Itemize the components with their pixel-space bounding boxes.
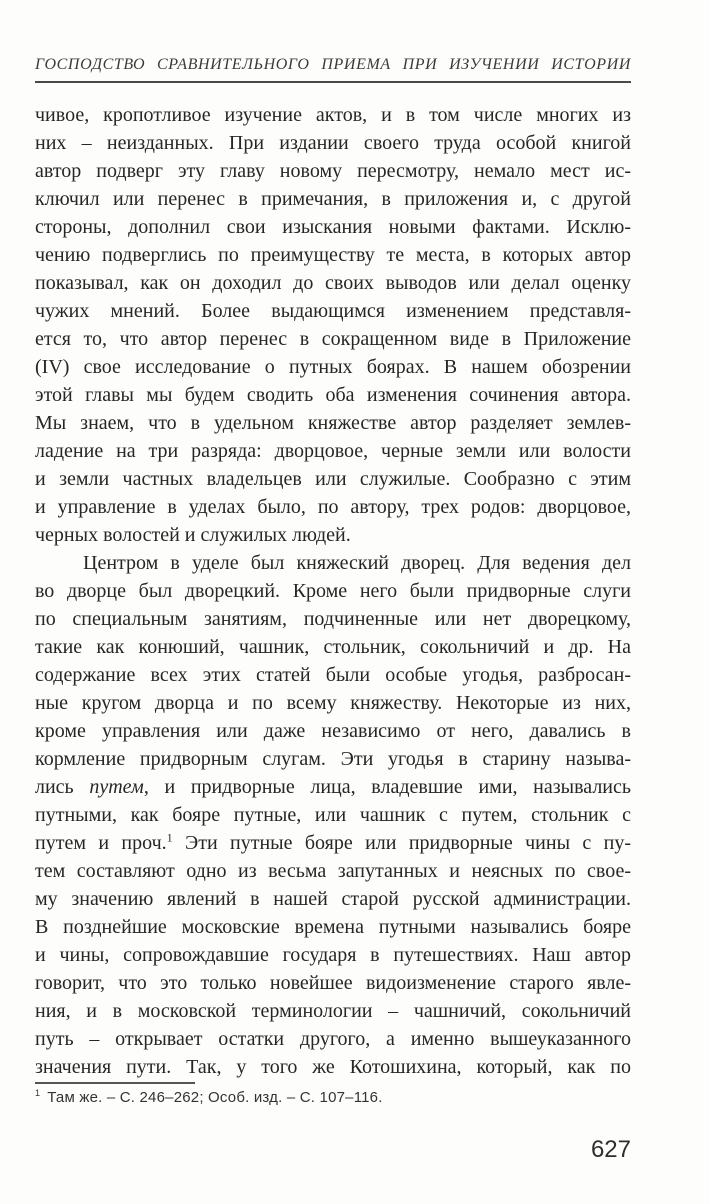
text-line: стороны, дополнил свои изыскания новыми фактами. Исклю- [35,216,631,238]
text-line: и земли частных владельцев или служилые. Сообразно с этим [35,468,631,490]
text-line: лись путем, и придворные лица, владевшие ими, назывались [35,776,631,798]
text-line: (IV) свое исследование о путных боярах. В нашем обозрении [35,356,631,378]
text-line: них – неизданных. При издании своего труда особой книгой [35,132,631,154]
text-line: значения пути. Так, у того же Котошихина, который, как по [35,1056,631,1078]
footnote-rule [35,1082,195,1084]
text-line: путными, как бояре путные, или чашник с путем, стольник с [35,804,631,826]
text-line: ные кругом дворца и по всему княжеству. Некоторые из них, [35,692,631,714]
text-line: чужих мнений. Более выдающимся изменением представля- [35,300,631,322]
running-head: ГОСПОДСТВО СРАВНИТЕЛЬНОГО ПРИЕМА ПРИ ИЗУЧЕНИИ ИСТОРИИ [35,56,631,83]
text-line: путь – открывает остатки другого, а именно вышеуказанного [35,1028,631,1050]
text-line: содержание всех этих статей были особые угодья, разбросан- [35,664,631,686]
text-line: и управление в уделах было, по автору, трех родов: дворцовое, [35,496,631,518]
text-line: этой главы мы будем сводить оба изменения сочинения автора. [35,384,631,406]
text-line: автор подверг эту главу новому пересмотру, немало мест ис- [35,160,631,182]
text-line: черных волостей и служилых людей. [35,524,351,546]
text-line: ется то, что автор перенес в сокращенном виде в Приложение [35,328,631,350]
page-number: 627 [590,1136,631,1163]
paragraph [35,549,631,1081]
footnote [35,1082,631,1106]
text-line: чению подверглись по преимуществу те места, в которых автор [35,244,631,266]
body-text [35,101,631,1081]
text-line: во дворце был дворецкий. Кроме него были придворные слуги [35,580,631,602]
text-line: такие как конюший, чашник, стольник, сокольничий и др. На [35,636,631,658]
footnote-marker: 1 [35,1088,41,1098]
footnote-text [35,1089,631,1106]
text-line: чивое, кропотливое изучение актов, и в том числе многих из [35,104,631,126]
text-line: путем и проч.$^1$ Эти путные бояре или придворные чины с пу- [35,830,631,854]
text-line: по специальным занятиям, подчиненные или нет дворецкому, [35,608,631,630]
text-line: Мы знаем, что в удельном княжестве автор разделяет землев- [35,412,631,434]
text-line: В позднейшие московские времена путными назывались бояре [35,916,631,938]
text-line: Центром в уделе был княжеский дворец. Для ведения дел [83,552,631,574]
text-line: ния, и в московской терминологии – чашничий, сокольничий [35,1000,631,1022]
text-line: говорит, что это только новейшее видоизменение старого явле- [35,972,631,994]
paragraph [35,101,631,549]
text-line: кормление придворным слугам. Эти угодья в старину называ- [35,748,631,770]
text-line: тем составляют одно из весьма запутанных и неясных по свое- [35,860,631,882]
text-line: му значению явлений в нашей старой русской администрации. [35,888,631,910]
text-line: ладение на три разряда: дворцовое, черные земли или волости [35,440,631,462]
text-line: и чины, сопровождавшие государя в путешествиях. Наш автор [35,944,631,966]
text-line: показывал, как он доходил до своих выводов или делал оценку [35,272,631,294]
text-line: ключил или перенес в примечания, в приложения и, с другой [35,188,631,210]
footnote-body: Там же. – С. 246–262; Особ. изд. – С. 107–116. [47,1089,383,1106]
text-line: кроме управления или даже независимо от него, давались в [35,720,631,742]
